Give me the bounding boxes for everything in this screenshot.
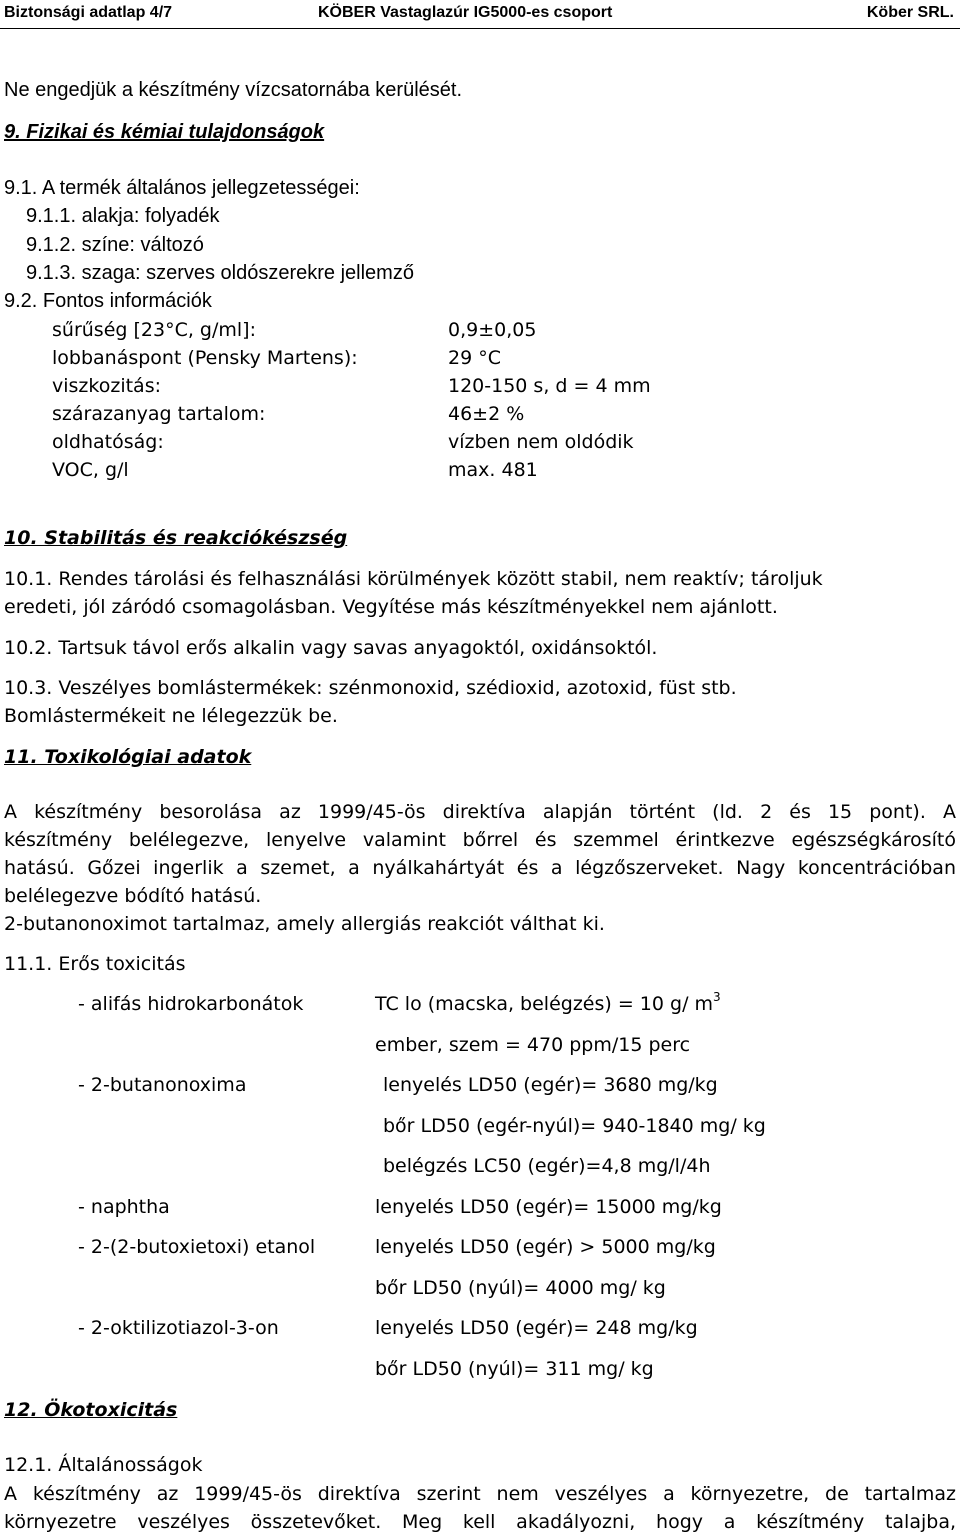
prop-value: 46±2 % (448, 403, 525, 425)
toxicity-value: ember, szem = 470 ppm/15 perc (375, 1034, 691, 1056)
section-12-title: 12. Ökotoxicitás (4, 1399, 178, 1421)
section-11-allergy-note: 2-butanonoximot tartalmaz, amely allergiás reakciót válthat ki. (4, 913, 605, 935)
section-9-2: 9.2. Fontos információk (4, 290, 212, 312)
section-10-1-cont: eredeti, jól záródó csomagolásban. Vegyítése más készítményekkel nem ajánlott. (4, 596, 778, 618)
toxicity-value: bőr LD50 (egér-nyúl)= 940-1840 mg/ kg (383, 1115, 766, 1137)
toxicity-value: bőr LD50 (nyúl)= 4000 mg/ kg (375, 1277, 666, 1299)
toxicity-value: lenyelés LD50 (egér)= 15000 mg/kg (375, 1196, 722, 1218)
prop-label: sűrűség [23°C, g/ml]: (52, 319, 256, 341)
toxicity-value: bőr LD50 (nyúl)= 311 mg/ kg (375, 1358, 654, 1380)
page-header (0, 0, 960, 30)
section-10-3: 10.3. Veszélyes bomlástermékek: szénmonoxid, szédioxid, azotoxid, füst stb. (4, 677, 737, 699)
section-12-1: 12.1. Általánosságok (4, 1454, 203, 1476)
intro-line: Ne engedjük a készítmény vízcsatornába kerülését. (4, 79, 463, 101)
section-9-1-3: 9.1.3. szaga: szerves oldószerekre jellemző (26, 262, 414, 284)
prop-label: viszkozitás: (52, 375, 161, 397)
section-11-paragraph-line: hatású. Gőzei ingerlik a szemet, a nyálkahártyát és a légzőszerveket. Nagy koncentrációban (4, 857, 956, 879)
substance-name: - naphtha (78, 1196, 170, 1218)
prop-label: szárazanyag tartalom: (52, 403, 266, 425)
header-divider (0, 28, 960, 29)
prop-value: 0,9±0,05 (448, 319, 537, 341)
section-9-1-2: 9.1.2. színe: változó (26, 234, 204, 256)
section-12-paragraph-line: környezetre veszélyes összetevőket. Meg kell akadályozni, hogy a készítmény talajba, (4, 1511, 956, 1533)
header-left: Biztonsági adatlap 4/7 (4, 4, 173, 21)
toxicity-value: lenyelés LD50 (egér)= 248 mg/kg (375, 1317, 698, 1339)
toxicity-value: lenyelés LD50 (egér)= 3680 mg/kg (383, 1074, 718, 1096)
section-11-paragraph-line: belélegezve bódító hatású. (4, 885, 262, 907)
section-11-paragraph-line: A készítmény besorolása az 1999/45-ös direktíva alapján történt (ld. 2 és 15 pont). A (4, 801, 956, 823)
prop-value: vízben nem oldódik (448, 431, 634, 453)
section-11-title: 11. Toxikológiai adatok (4, 746, 252, 768)
section-9-title: 9. Fizikai és kémiai tulajdonságok (4, 121, 325, 143)
toxicity-value: lenyelés LD50 (egér) > 5000 mg/kg (375, 1236, 716, 1258)
prop-label: lobbanáspont (Pensky Martens): (52, 347, 358, 369)
substance-name: - 2-(2-butoxietoxi) etanol (78, 1236, 316, 1258)
section-9-1-1: 9.1.1. alakja: folyadék (26, 205, 220, 227)
header-center: KÖBER Vastaglazúr IG5000-es csoport (318, 4, 613, 21)
prop-value: 120-150 s, d = 4 mm (448, 375, 651, 397)
section-10-2: 10.2. Tartsuk távol erős alkalin vagy savas anyagoktól, oxidánsoktól. (4, 637, 658, 659)
substance-name: - 2-oktilizotiazol-3-on (78, 1317, 279, 1339)
superscript: 3 (713, 990, 721, 1004)
header-right: Köber SRL. (866, 4, 954, 21)
prop-value: 29 °C (448, 347, 501, 369)
prop-label: VOC, g/l (52, 459, 129, 481)
section-10-3-cont: Bomlástermékeit ne lélegezzük be. (4, 705, 338, 727)
substance-name: - 2-butanonoxima (78, 1074, 247, 1096)
section-10-title: 10. Stabilitás és reakciókészség (4, 527, 348, 549)
section-12-paragraph-line: A készítmény az 1999/45-ös direktíva szerint nem veszélyes a környezetre, de tartalmaz (4, 1483, 956, 1505)
section-10-1: 10.1. Rendes tárolási és felhasználási körülmények között stabil, nem reaktív; tároljuk (4, 568, 823, 590)
section-11-1: 11.1. Erős toxicitás (4, 953, 186, 975)
toxicity-value: TC lo (macska, belégzés) = 10 g/ $m^3$ (375, 990, 721, 1015)
prop-value: max. 481 (448, 459, 538, 481)
section-11-paragraph-line: készítmény belélegezve, lenyelve valamint bőrrel és szemmel érintkezve egészségkárosító (4, 829, 956, 851)
section-9-1: 9.1. A termék általános jellegzetességei: (4, 177, 360, 199)
toxicity-value: belégzés LC50 (egér)=4,8 mg/l/4h (383, 1155, 711, 1177)
prop-label: oldhatóság: (52, 431, 164, 453)
substance-name: - alifás hidrokarbonátok (78, 993, 304, 1015)
